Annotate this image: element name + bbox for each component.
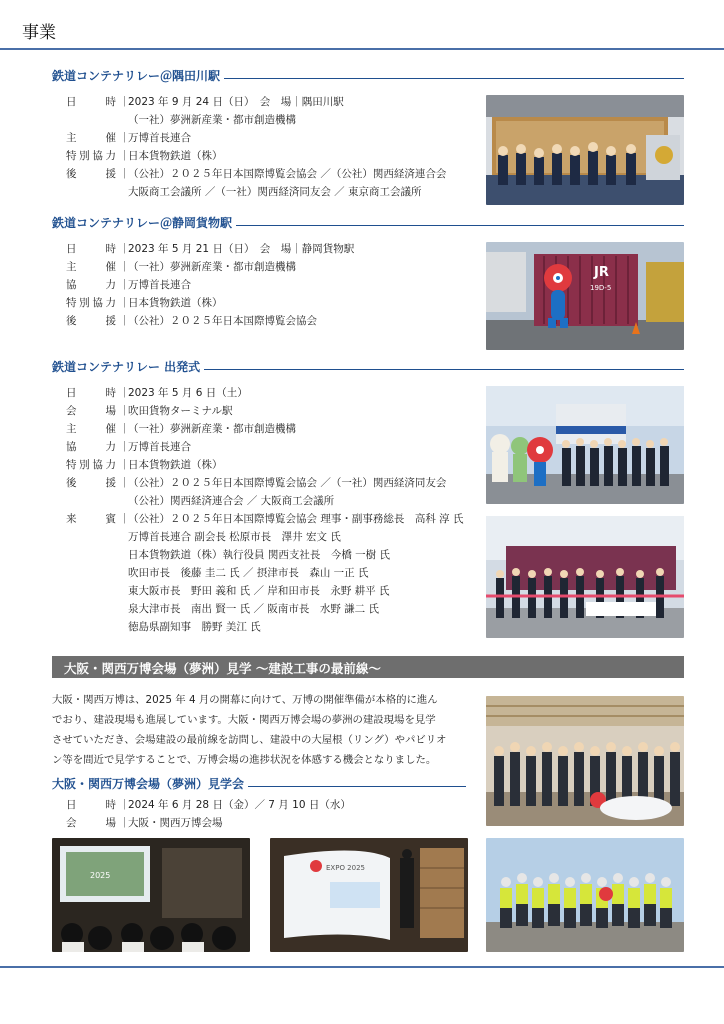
- info-row: 特別協力 ｜ 日本貨物鉄道（株）: [66, 297, 223, 309]
- section-title: 鉄道コンテナリレー＠隅田川駅: [52, 67, 224, 84]
- footer-divider: [0, 966, 724, 968]
- info-row: 主 催 ｜ （一社）夢洲新産業・都市創造機構: [66, 423, 296, 435]
- info-row: 後 援 ｜ （公社）２０２５年日本国際博覧会協会 ／（一社）関西経済同友会: [66, 477, 447, 489]
- info-row: 来 賓 ｜ （公社）２０２５年日本国際博覧会協会 理事・副事務総長 高科 淳 氏: [66, 513, 464, 525]
- info-row: （公社）関西経済連合会 ／ 大阪商工会議所: [128, 495, 335, 507]
- photo-tour-group: [486, 696, 684, 826]
- section-heading-tour: [52, 775, 466, 793]
- info-row: 特別協力 ｜ 日本貨物鉄道（株）: [66, 150, 223, 162]
- section-heading-departure: [52, 358, 684, 376]
- info-row: 特別協力 ｜ 日本貨物鉄道（株）: [66, 459, 223, 471]
- paragraph-line: ン等を間近で見学することで、万博会場の進捗状況を体感する機会となりました。: [52, 754, 437, 766]
- section-info-shizuoka: [66, 240, 486, 330]
- section-title: 鉄道コンテナリレー 出発式: [52, 358, 204, 375]
- screen-year: 2025: [90, 871, 111, 880]
- photo-ribbon-cutting: [486, 516, 684, 638]
- info-row: 日 時 ｜ 2024 年 6 月 28 日（金）／ 7 月 10 日（水）: [66, 799, 351, 811]
- expo-screen-title: EXPO 2025: [326, 864, 365, 872]
- section-info-sumidagawa: [66, 93, 486, 201]
- banner-title: 大阪・関西万博会場（夢洲）見学 〜建設工事の最前線〜: [64, 661, 381, 676]
- section-heading-shizuoka: [52, 214, 684, 232]
- info-row: 会 場 ｜ 吹田貨物ターミナル駅: [66, 405, 233, 417]
- section-heading-sumidagawa: [52, 67, 684, 85]
- info-row: 東大阪市長 野田 義和 氏 ／ 岸和田市長 永野 耕平 氏: [128, 585, 390, 597]
- info-row: 会 場 ｜ 大阪・関西万博会場: [66, 817, 223, 829]
- container-number: 19D-5: [590, 284, 612, 292]
- section-info-departure: [66, 384, 486, 636]
- info-row: （一社）夢洲新産業・都市創造機構: [128, 114, 296, 126]
- photo-site-group: [486, 838, 684, 952]
- info-row: 吹田市長 後藤 圭二 氏 ／ 摂津市長 森山 一正 氏: [128, 567, 369, 579]
- info-row: 泉大津市長 南出 賢一 氏 ／ 阪南市長 水野 謙二 氏: [128, 603, 380, 615]
- info-row: 主 催 ｜ （一社）夢洲新産業・都市創造機構: [66, 261, 296, 273]
- intro-paragraph: [52, 690, 474, 770]
- info-row: 日 時 ｜ 2023 年 5 月 6 日（土）: [66, 387, 248, 399]
- paragraph-line: 大阪・関西万博は、2025 年 4 月の開幕に向けて、万博の開催準備が本格的に進ん: [52, 694, 438, 706]
- photo-band-performance: [486, 95, 684, 205]
- jr-mark: JR: [594, 265, 609, 280]
- info-row: 日 時 ｜ 2023 年 9 月 24 日（日） 会 場｜隅田川駅: [66, 96, 344, 108]
- section-title: 大阪・関西万博会場（夢洲）見学会: [52, 775, 248, 792]
- info-row: 後 援 ｜ （公社）２０２５年日本国際博覧会協会: [66, 315, 317, 327]
- section-banner: [52, 656, 684, 678]
- info-row: 万博首長連合 副会長 松原市長 澤井 宏文 氏: [128, 531, 341, 543]
- section-info-tour: [66, 796, 466, 832]
- info-row: 大阪商工会議所 ／（一社）関西経済同友会 ／ 東京商工会議所: [128, 186, 422, 198]
- photo-expo-screen: [270, 838, 468, 952]
- photo-presentation-screen: [52, 838, 250, 952]
- info-row: 協 力 ｜ 万博首長連合: [66, 279, 191, 291]
- info-row: 徳島県副知事 勝野 美江 氏: [128, 621, 261, 633]
- info-row: 協 力 ｜ 万博首長連合: [66, 441, 191, 453]
- page-title: 事業: [22, 23, 56, 43]
- paragraph-line: させていただき、会場建設の最前線を訪問し、建設中の大屋根（リング）やパビリオ: [52, 734, 447, 746]
- paragraph-line: でおり、建設現場も進展しています。大阪・関西万博会場の夢洲の建設現場を見学: [52, 714, 436, 726]
- info-row: 日本貨物鉄道（株）執行役員 関西支社長 今橋 一樹 氏: [128, 549, 391, 561]
- photo-container-mascot: [486, 242, 684, 350]
- photo-departure-group: [486, 386, 684, 504]
- info-row: 日 時 ｜ 2023 年 5 月 21 日（日） 会 場｜静岡貨物駅: [66, 243, 355, 255]
- section-title: 鉄道コンテナリレー＠静岡貨物駅: [52, 214, 236, 231]
- info-row: 主 催 ｜ 万博首長連合: [66, 132, 191, 144]
- info-row: 後 援 ｜ （公社）２０２５年日本国際博覧会協会 ／（公社）関西経済連合会: [66, 168, 447, 180]
- header-divider: [0, 48, 724, 50]
